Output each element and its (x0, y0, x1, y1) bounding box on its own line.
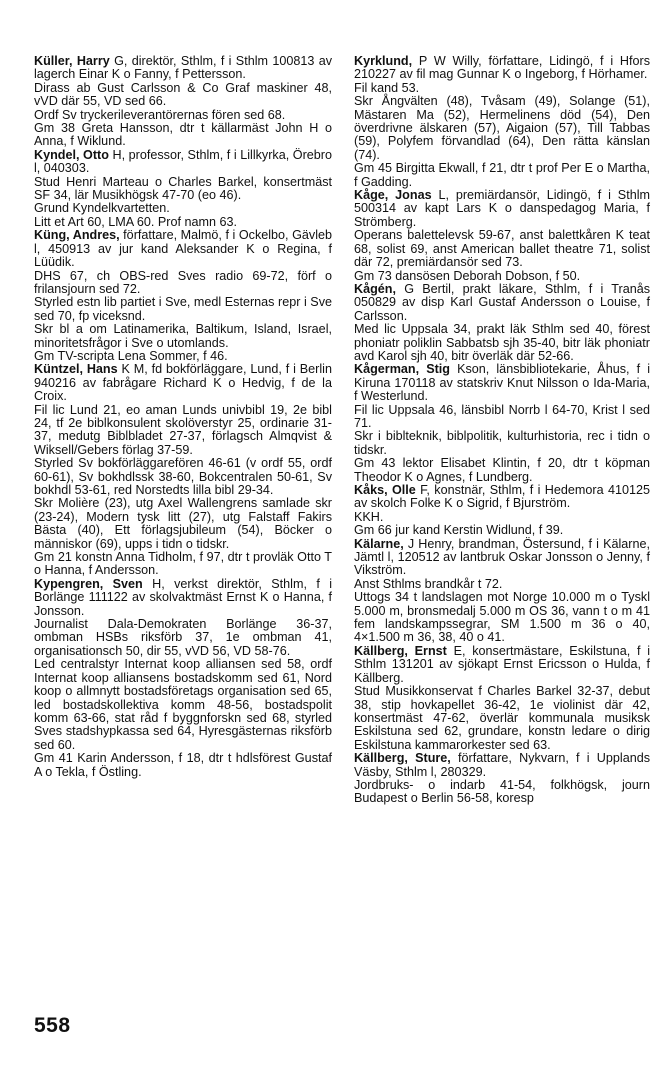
left-column (34, 55, 332, 779)
entry-intro: E, konsertmästare, Eskilstuna, f i Sthlm 131201 av sjökapt Ernst Ericsson o Hulda, f Källberg. (354, 643, 650, 685)
entry-name: Küntzel, Hans (34, 362, 118, 377)
entry (34, 149, 332, 176)
entry-intro: H, professor, Sthlm, f i Lillkyrka, Örebro l, 040303. (34, 147, 332, 176)
entry-name: Kåge, Jonas (354, 188, 432, 203)
entry-line: Stud Musikkonservat f Charles Barkel 32-37, debut 38, stip hovkapellet 36-42, 1e violinist där 42, konsertmäst 47-62, överlär kommunala musiksk Eskilstuna sed 62, grundare, konstn ledare o dirig Eskilstuna kammarorkester sed 63. (354, 684, 650, 752)
entry (354, 484, 650, 511)
entry-line: Styrled estn lib partiet i Sve, medl Esternas repr i Sve sed 70, fp viceksnd. (34, 295, 332, 323)
entry-intro: författare, Nykvarn, f i Upplands Väsby, Sthlm l, 280329. (354, 751, 651, 779)
entry-line: Uttogs 34 t landslagen mot Norge 10.000 m o Tyskl 5.000 m, bronsmedalj 5.000 m OS 36, vann t o m 41 fem landskampssegrar, SM 1.500 m 36 o 40, 4×1.500 m 36, 38, 40 o 41. (354, 590, 650, 645)
entry-line: Jordbruks- o indarb 41-54, folkhögsk, journ Budapest o Berlin 56-58, koresp (354, 777, 650, 806)
entry-line: Stud Henri Marteau o Charles Barkel, konsertmäst SF 34, lär Musikhögsk 47-70 (eo 46). (34, 174, 332, 203)
entry-intro: P W Willy, författare, Lidingö, f i Hfors 210227 av fil mag Gunnar K o Ingeborg, f Hörhamer. (354, 54, 650, 82)
entry (354, 55, 650, 82)
entry-line: Fil kand 53. (354, 80, 420, 95)
entry-intro: K M, fd bokförläggare, Lund, f i Berlin 940216 av fabrågare Richard K o Hedvig, f de la Croix. (34, 362, 332, 404)
entry-intro: G Bertil, prakt läkare, Sthlm, f i Tranås 050829 av disp Karl Gustaf Andersson o Louise, f Carlsson. (354, 281, 650, 323)
entry-name: Kyndel, Otto (34, 147, 109, 162)
entry-line: Journalist Dala-Demokraten Borlänge 36-37, ombman HSBs riksförb 37, 1e ombman 41, organisationsch 50, dir 55, vVD 56, VD 58-76. (34, 617, 332, 658)
entry-line: Gm 73 dansösen Deborah Dobson, f 50. (354, 268, 581, 283)
entry-line: Skr bl a om Latinamerika, Baltikum, Island, Israel, minoritetsfrågor i Sve o utomlands. (34, 322, 332, 350)
right-column (354, 55, 650, 806)
entry-name: Kypengren, Sven (34, 576, 143, 591)
entry-intro: H, verkst direktör, Sthlm, f i Borlänge 111122 av skolvaktmäst Ernst K o Hanna, f Jonsson. (34, 576, 332, 618)
entry-line: Fil lic Lund 21, eo aman Lunds univbibl 19, 2e bibl 24, tf 2e biblkonsulent skolöverstyr 25, ordinarie 31-37, medutg Biblbladet 27-37, förlagsch Almqvist & Wiksell/Gebers förlag 37-59. (34, 402, 332, 457)
entry-intro: F, konstnär, Sthlm, f i Hedemora 410125 av skolch Folke K o Sigrid, f Bjurström. (354, 483, 650, 511)
entry-line: DHS 67, ch OBS-red Sves radio 69-72, förf o frilansjourn sed 72. (34, 268, 332, 296)
entry-name: Kyrklund, (354, 54, 413, 68)
entry-line: Ordf Sv tryckerileverantörernas fören sed 68. (34, 107, 286, 122)
entry (354, 645, 650, 685)
entry-line: Gm 41 Karin Andersson, f 18, dtr t hdlsförest Gustaf A o Tekla, f Östling. (34, 751, 332, 779)
entry-name: Kågerman, Stig (354, 362, 450, 377)
entry-line: Grund Kyndelkvartetten. (34, 201, 170, 216)
entry (354, 189, 650, 229)
entry-line: Med lic Uppsala 34, prakt läk Sthlm sed 40, förest phoniatr poliklin Sabbatsb sjh 35-40, bitr läk phoniatr avd Karol sjh 40, bitr överläk där 52-66. (354, 322, 650, 363)
entry (354, 538, 650, 578)
entry-line: Skr Ångvälten (48), Tvåsam (49), Solange (51), Mästaren Ma (52), Hermelinens död (54), Den överdrivne älskaren (57), Aigaion (57), Till Tabbas (59), Polyfem förvandlad (64), Den rätta känslan (74). (354, 94, 650, 162)
entry-line: Gm 45 Birgitta Ekwall, f 21, dtr t prof Per E o Martha, f Gadding. (354, 161, 650, 189)
entry (34, 55, 332, 82)
entry-line: Skr i biblteknik, biblpolitik, kulturhistoria, rec i tidn o tidskr. (354, 429, 650, 457)
entry-name: Kåks, Olle (354, 483, 416, 497)
entry-line: KKH. (354, 509, 384, 524)
entry (354, 363, 650, 403)
entry-intro: G, direktör, Sthlm, f i Sthlm 100813 av lagerch Einar K o Fanny, f Pettersson. (34, 54, 332, 82)
entry (34, 229, 332, 269)
entry-line: Gm TV-scripta Lena Sommer, f 46. (34, 348, 228, 363)
entry-intro: författare, Malmö, f i Ockelbo, Gävleb l, 450913 av jur kand Aleksander K o Regina, f Lüüdik. (34, 228, 332, 270)
entry-line: Anst Sthlms brandkår t 72. (354, 576, 503, 591)
entry-line: Fil lic Uppsala 46, länsbibl Norrb l 64-70, Krist l sed 71. (354, 402, 650, 430)
entry-line: Dirass ab Gust Carlsson & Co Graf maskiner 48, vVD där 55, VD sed 66. (34, 80, 332, 109)
entry-name: Kälarne, (354, 536, 404, 551)
entry-name: Kågén, (354, 281, 396, 296)
entry-line: Operans balettelevsk 59-67, anst balettkåren K teat 68, solist 69, anst American ballet theatre 71, solist där 72, premiärdansör sed 73. (354, 228, 650, 270)
entry (34, 363, 332, 403)
entry (354, 283, 650, 323)
entry-intro: J Henry, brandman, Östersund, f i Kälarne, Jämtl l, 120512 av lantbruk Oskar Jonsson o Jenny, f Vikström. (354, 536, 650, 578)
entry-name: Küller, Harry (34, 54, 110, 68)
entry-line: Gm 21 konstn Anna Tidholm, f 97, dtr t provläk Otto T o Hanna, f Andersson. (34, 550, 332, 578)
entry-intro: L, premiärdansör, Lidingö, f i Sthlm 500314 av kapt Lars K o danspedagog Maria, f Strömberg. (354, 188, 650, 229)
entry-line: Gm 66 jur kand Kerstin Widlund, f 39. (354, 523, 564, 538)
entry-line: Skr Molière (23), utg Axel Wallengrens samlade skr (23-24), Modern tysk litt (27), utg Falstaff Fakirs Bästa (40), Ett förlagsjubileum (54), Böcker o människor (69), upps i tidn o tidskr. (34, 496, 332, 551)
entry-line: Litt et Art 60, LMA 60. Prof namn 63. (34, 214, 238, 229)
entry-line: Gm 38 Greta Hansson, dtr t källarmäst John H o Anna, f Wiklund. (34, 121, 332, 149)
entry (34, 578, 332, 618)
page-number: 558 (34, 1014, 71, 1037)
entry-name: Källberg, Ernst (354, 643, 447, 658)
entry-intro: Kson, länsbibliotekarie, Åhus, f i Kiruna 170118 av statskriv Knut Nilsson o Ida-Maria, f Westerlund. (354, 362, 650, 404)
entry-name: Källberg, Sture, (354, 751, 451, 766)
entry (354, 752, 650, 779)
entry-line: Led centralstyr Internat koop alliansen sed 58, ordf Internat koop alliansens bostadskomm sed 61, Nord koop o allmnytt bostadsföretags organisation sed 65, led bostadskollektiva komm 48-56, bostadspolit komm 63-66, stat råd f byggnforskn sed 68, styrled Sves stadshypkassa sed 64, Hyresgästernas riksförb sed 60. (34, 657, 332, 752)
entry-name: Küng, Andres, (34, 228, 120, 243)
entry-line: Styrled Sv bokförläggarefören 46-61 (v ordf 55, ordf 60-61), Sv bokhdlssk 38-60, Bokcentralen 50-61, Sv bokhdl 53-61, red Norstedts lilla bibl 29-34. (34, 456, 332, 497)
entry-line: Gm 43 lektor Elisabet Klintin, f 20, dtr t köpman Theodor K o Agnes, f Lundberg. (354, 456, 650, 484)
